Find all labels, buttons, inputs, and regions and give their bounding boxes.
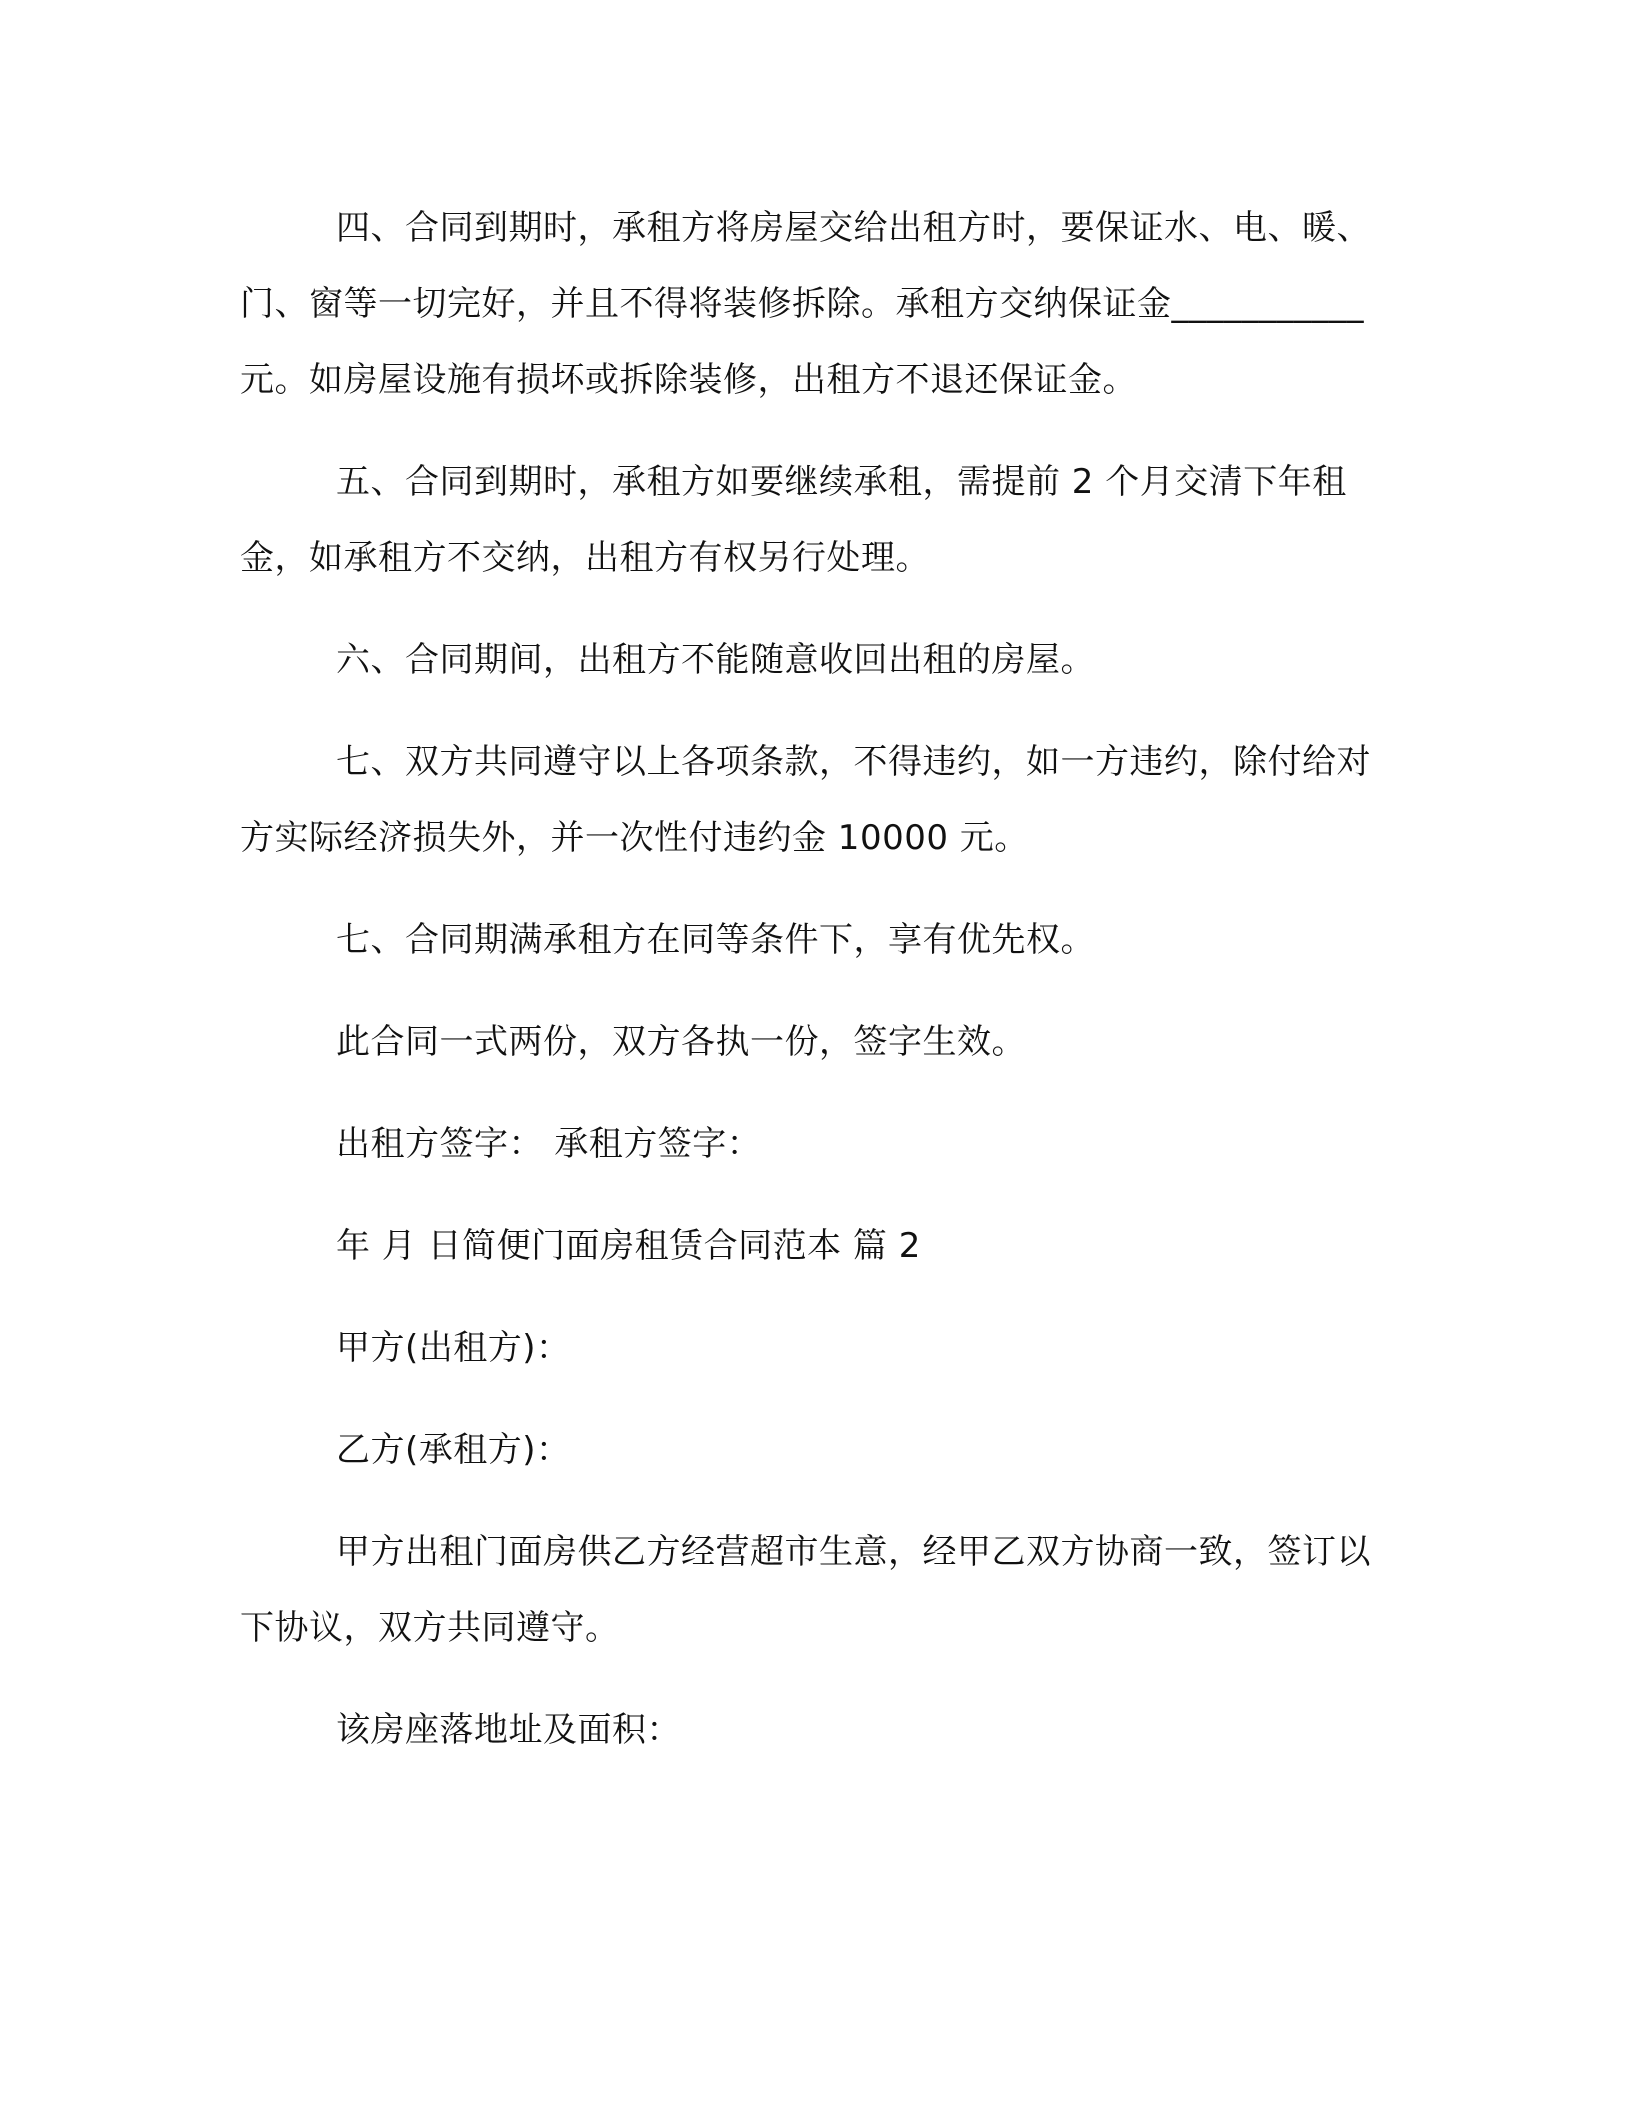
- clause-4-paragraph: 四、合同到期时，承租方将房屋交给出租方时，要保证水、电、暖、门、窗等一切完好，并且不得将装修拆除。承租方交纳保证金___________元。如房屋设施有损坏或拆除装修，出租方不退还保证金。: [240, 208, 1371, 400]
- signature-line: 出租方签字： 承租方签字：: [336, 1124, 762, 1164]
- clause-7-paragraph: 七、双方共同遵守以上各项条款，不得违约，如一方违约，除付给对方实际经济损失外，并一次性付违约金 10000 元。: [240, 742, 1371, 858]
- address-area-line: 该房座落地址及面积：: [336, 1710, 681, 1750]
- clause-5-paragraph: 五、合同到期时，承租方如要继续承租，需提前 2 个月交清下年租金，如承租方不交纳，出租方有权另行处理。: [240, 462, 1347, 578]
- document-body: [240, 190, 1405, 1794]
- agreement-intro-paragraph: 甲方出租门面房供乙方经营超市生意，经甲乙双方协商一致，签订以下协议，双方共同遵守。: [240, 1532, 1371, 1648]
- clause-6-paragraph: 六、合同期间，出租方不能随意收回出租的房屋。: [336, 640, 1095, 680]
- date-and-title-line: 年 月 日简便门面房租赁合同范本 篇 2: [336, 1226, 921, 1266]
- clause-7b-paragraph: 七、合同期满承租方在同等条件下，享有优先权。: [336, 920, 1095, 960]
- copies-paragraph: 此合同一式两份，双方各执一份，签字生效。: [336, 1022, 1026, 1062]
- party-b-line: 乙方(承租方)：: [336, 1430, 571, 1470]
- party-a-line: 甲方(出租方)：: [336, 1328, 571, 1368]
